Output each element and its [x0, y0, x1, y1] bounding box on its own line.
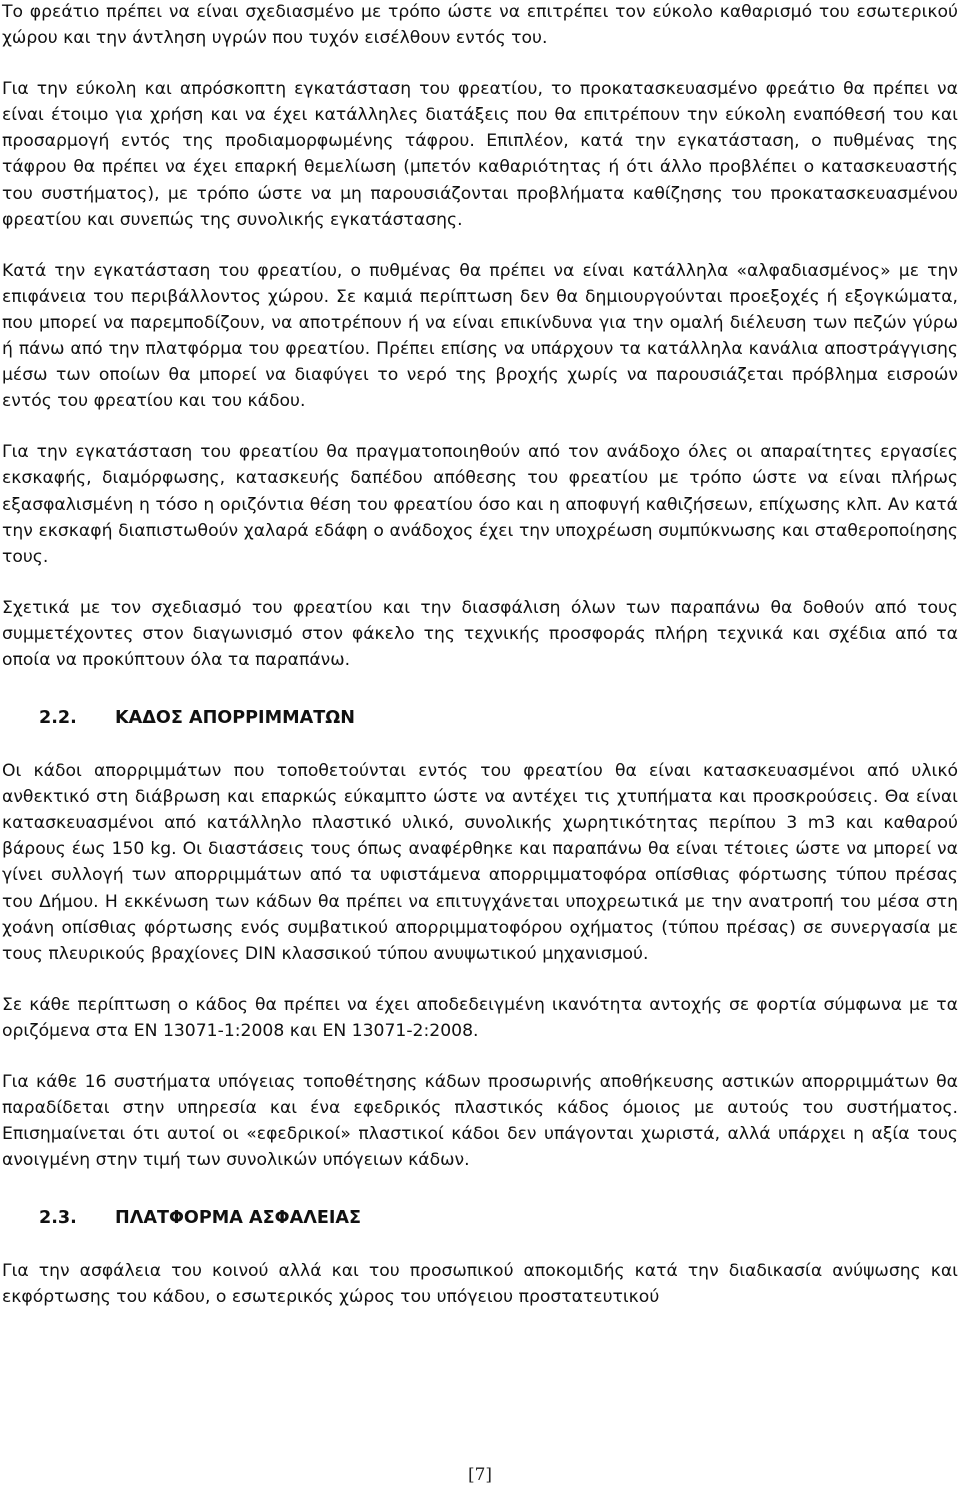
paragraph: Σχετικά με τον σχεδιασμό του φρεατίου και την διασφάλιση όλων των παραπάνω θα δοθούν από τους συμμετέχοντες στον διαγωνισμό στον φάκελο της τεχνικής προσφοράς πλήρη τεχνικά και σχέδια από τα οποία να προκύπτουν όλα τα παραπάνω.	[2, 597, 958, 670]
section-number: 2.2.	[39, 708, 77, 729]
paragraph: Το φρεάτιο πρέπει να είναι σχεδιασμένο με τρόπο ώστε να επιτρέπει τον εύκολο καθαρισμό του εσωτερικού χώρου και την άντληση υγρών που τυχόν εισέλθουν εντός του.	[2, 2, 958, 49]
paragraph: Για την ασφάλεια του κοινού αλλά και του προσωπικού αποκομιδής κατά την διαδικασία ανύψωσης και εκφόρτωσης του κάδου, ο εσωτερικός χώρος του υπόγειου προστατευτικού	[2, 1261, 958, 1308]
paragraph: Για κάθε 16 συστήματα υπόγειας τοποθέτησης κάδων προσωρινής αποθήκευσης αστικών απορριμμάτων θα παραδίδεται στην υπηρεσία και ένα εφεδρικός πλαστικός κάδος όμοιος με αυτούς του συστήματος. Επισημαίνεται ότι αυτοί οι «εφεδρικοί» πλαστικοί κάδοι δεν υπάγονται χωριστά, αλλά υπάρχει η αξία τους ανοιγμένη στην τιμή των συνολικών υπόγειων κάδων.	[2, 1072, 958, 1171]
section-title: ΚΑΔΟΣ ΑΠΟΡΡΙΜΜΑΤΩΝ	[115, 708, 355, 729]
section-number: 2.3.	[39, 1208, 77, 1229]
page-number: [7]	[467, 1465, 493, 1485]
paragraph: Για την εγκατάσταση του φρεατίου θα πραγματοποιηθούν από τον ανάδοχο όλες οι απαραίτητες εργασίες εκσκαφής, διαμόρφωσης, κατασκευής δαπέδου απόθεσης του φρεατίου με τρόπο ώστε να είναι πλήρως εξασφαλισμένη η τόσο η οριζόντια θέση του φρεατίου όσο και η αποφυγή καθιζήσεων, επίχωσης κλπ. Αν κατά την εκσκαφή διαπιστωθούν χαλαρά εδάφη ο ανάδοχος έχει την υποχρέωση συμπύκνωσης και σταθεροποίησης τους.	[2, 442, 958, 567]
section-title: ΠΛΑΤΦΟΡΜΑ ΑΣΦΑΛΕΙΑΣ	[115, 1208, 362, 1229]
paragraph: Κατά την εγκατάσταση του φρεατίου, ο πυθμένας θα πρέπει να είναι κατάλληλα «αλφαδιασμένος» με την επιφάνεια του περιβάλλοντος χώρου. Σε καμιά περίπτωση δεν θα δημιουργούνται προεξοχές ή εξογκώματα, που μπορεί να παρεμποδίζουν, να αποτρέπουν ή να είναι επικίνδυνα για την ομαλή διέλευση των πεζών γύρω ή πάνω από την πλατφόρμα του φρεατίου. Πρέπει επίσης να υπάρχουν τα κατάλληλα κανάλια αποστράγγισης μέσω των οποίων θα μπορεί να διαφύγει το νερό της βροχής χωρίς να παρουσιάζεται πρόβλημα εισροών εντός του φρεατίου και του κάδου.	[2, 260, 958, 412]
paragraph: Σε κάθε περίπτωση ο κάδος θα πρέπει να έχει αποδεδειγμένη ικανότητα αντοχής σε φορτία σύμφωνα με τα οριζόμενα στα EN 13071-1:2008 και EN 13071-2:2008.	[2, 994, 958, 1041]
paragraph: Οι κάδοι απορριμμάτων που τοποθετούνται εντός του φρεατίου θα είναι κατασκευασμένοι από υλικό ανθεκτικό στη διάβρωση και επαρκώς εύκαμπτο ώστε να αντέχει τις χτυπήματα και προσκρούσεις. Θα είναι κατασκευασμένοι από κατάλληλο πλαστικό υλικό, συνολικής χωρητικότητας περίπου 3 m3 και καθαρού βάρους έως 150 kg. Οι διαστάσεις τους όπως αναφέρθηκε και παραπάνω θα είναι τέτοιες ώστε να μπορεί να γίνει συλλογή των απορριμμάτων από τα υφιστάμενα απορριμματοφόρα οπίσθιας φόρτωσης τύπου πρέσας του Δήμου. Η εκκένωση των κάδων θα πρέπει να επιτυγχάνεται υποχρεωτικά με την ανατροπή του μέσα στη χοάνη οπίσθιας φόρτωσης ενός συμβατικού απορριμματοφόρου οχήματος (τύπου πρέσας) σε συνεργασία με τους πλευρικούς βραχίονες DIN κλασσικού τύπου ανυψωτικού μηχανισμού.	[2, 761, 958, 964]
paragraph: Για την εύκολη και απρόσκοπτη εγκατάσταση του φρεατίου, το προκατασκευασμένο φρεάτιο θα πρέπει να είναι έτοιμο για χρήση και να έχει κατάλληλες διατάξεις που θα επιτρέπουν την εύκολη εναπόθεσή του και προσαρμογή εντός της προδιαμορφωμένης τάφρου. Επιπλέον, κατά την εγκατάσταση, ο πυθμένας της τάφρου θα πρέπει να έχει επαρκή θεμελίωση (μπετόν καθαριότητας ή ότι άλλο προβλέπει ο κατασκευαστής του συστήματος), με τρόπο ώστε να μη παρουσιάζονται προβλήματα καθίζησης του προκατασκευασμένου φρεατίου και συνεπώς της συνολικής εγκατάστασης.	[2, 79, 958, 230]
section-heading	[2, 705, 958, 731]
section-heading	[2, 1205, 958, 1231]
